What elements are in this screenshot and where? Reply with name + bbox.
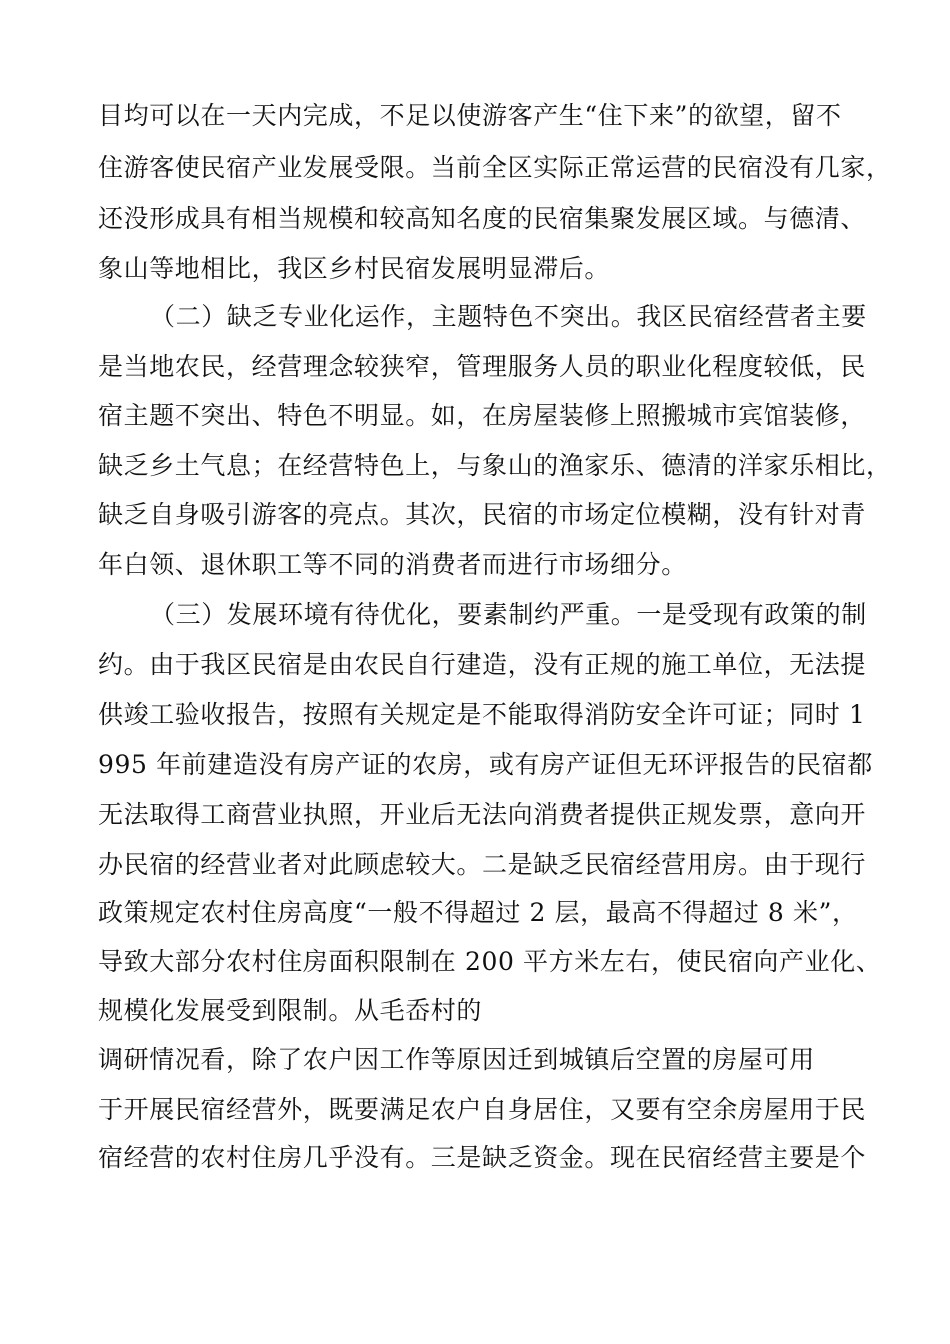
section-heading-line: （二）缺乏专业化运作，主题特色不突出。我区民宿经营者主要 — [150, 302, 867, 331]
body-text-line: 缺乏自身吸引游客的亮点。其次，民宿的市场定位模糊，没有针对青 — [98, 500, 867, 529]
body-text-line: 无法取得工商营业执照，开业后无法向消费者提供正规发票，意向开 — [98, 800, 867, 829]
body-text-line: 目均可以在一天内完成，不足以使游客产生“住下来”的欲望，留不 — [98, 101, 842, 130]
body-text-line: 995 年前建造没有房产证的农房，或有房产证但无环评报告的民宿都 — [98, 750, 873, 779]
body-text-line: 宿经营的农村住房几乎没有。三是缺乏资金。现在民宿经营主要是个 — [98, 1143, 867, 1172]
body-text-line: 象山等地相比，我区乡村民宿发展明显滞后。 — [98, 254, 611, 283]
body-text-line: 缺乏乡土气息；在经营特色上，与象山的渔家乐、德清的洋家乐相比， — [98, 451, 892, 480]
body-text-line: 约。由于我区民宿是由农民自行建造，没有正规的施工单位，无法提 — [98, 650, 867, 679]
body-text-line: 导致大部分农村住房面积限制在 200 平方米左右，使民宿向产业化、 — [98, 947, 882, 976]
body-text-line: 还没形成具有相当规模和较高知名度的民宿集聚发展区域。与德清、 — [98, 204, 867, 233]
body-text-line: 年白领、退休职工等不同的消费者而进行市场细分。 — [98, 550, 687, 579]
body-text-line: 住游客使民宿产业发展受限。当前全区实际正常运营的民宿没有几家， — [98, 153, 892, 182]
section-heading-line: （三）发展环境有待优化，要素制约严重。一是受现有政策的制 — [150, 600, 867, 629]
body-text-line: 宿主题不突出、特色不明显。如，在房屋装修上照搬城市宾馆装修， — [98, 401, 867, 430]
body-text-line: 调研情况看，除了农户因工作等原因迁到城镇后空置的房屋可用 — [98, 1045, 815, 1074]
body-text-line: 是当地农民，经营理念较狭窄，管理服务人员的职业化程度较低，民 — [98, 352, 867, 381]
body-text-line: 政策规定农村住房高度“一般不得超过 2 层，最高不得超过 8 米”， — [98, 898, 858, 927]
body-text-line: 于开展民宿经营外，既要满足农户自身居住，又要有空余房屋用于民 — [98, 1095, 867, 1124]
body-text-line: 规模化发展受到限制。从毛岙村的 — [98, 996, 483, 1025]
body-text-line: 办民宿的经营业者对此顾虑较大。二是缺乏民宿经营用房。由于现行 — [98, 850, 867, 879]
body-text-line: 供竣工验收报告，按照有关规定是不能取得消防安全许可证；同时 1 — [98, 700, 866, 729]
